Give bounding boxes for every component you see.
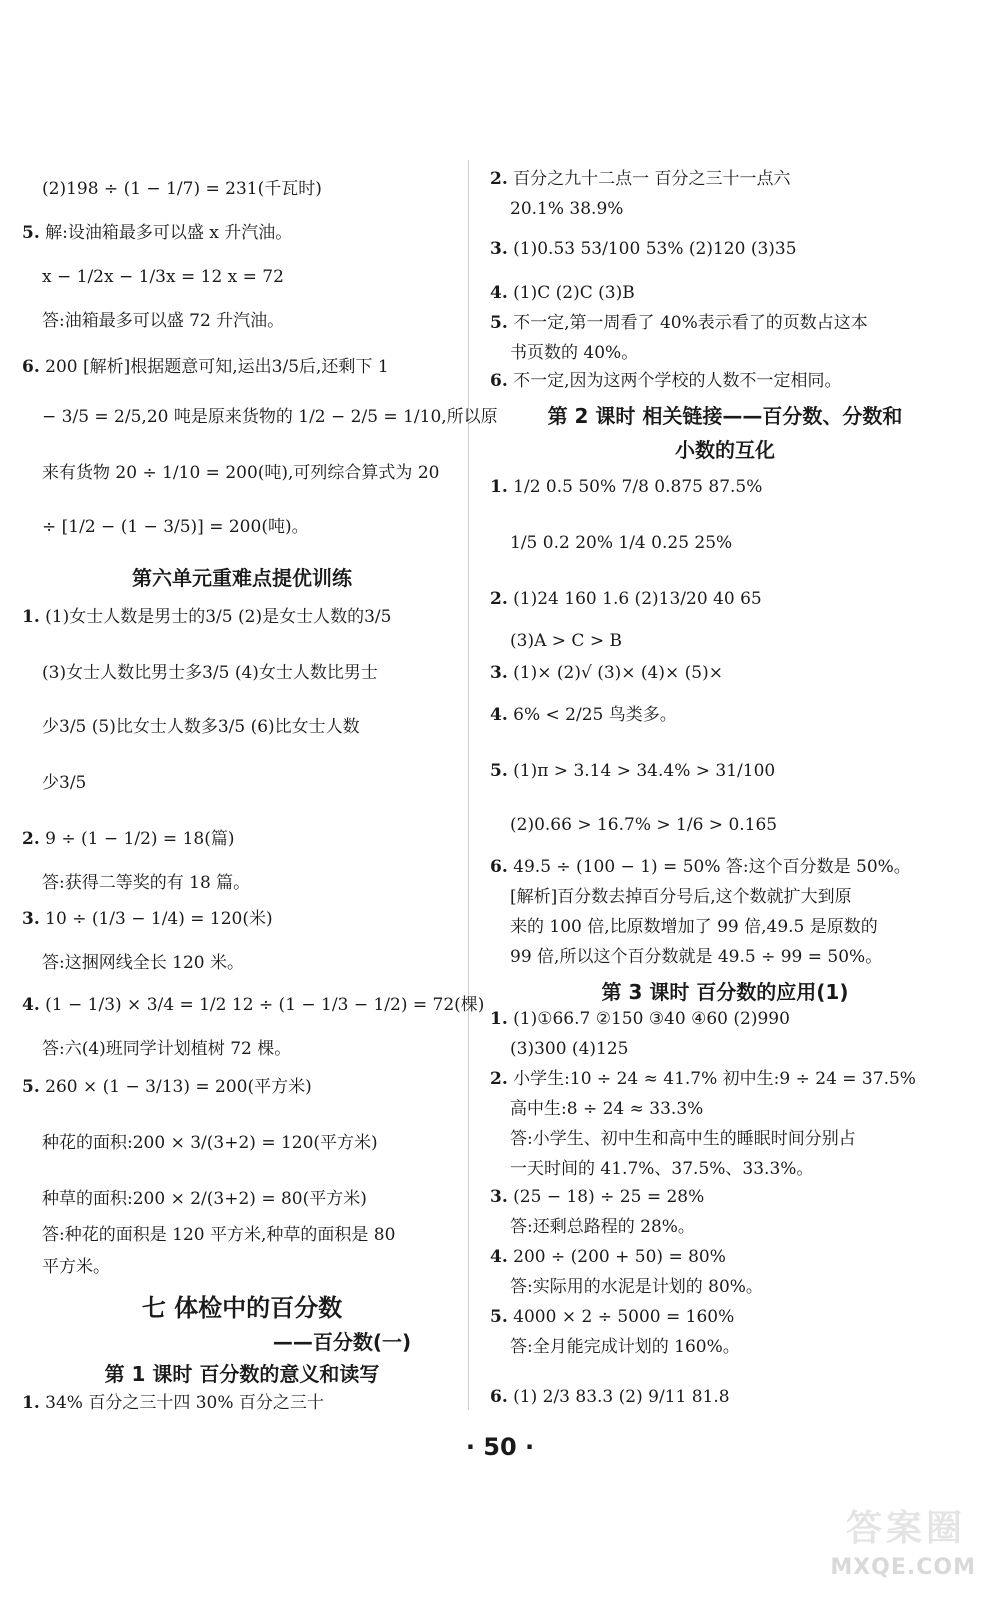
left-answer-line [42, 1038, 291, 1060]
answer-text: 平方米。 [42, 1257, 110, 1277]
answer-text: (1 − 1/3) × 3/4 = 1/2 12 ÷ (1 − 1/3 − 1/2) = 72(棵) [39, 995, 485, 1015]
answer-text: [解析]百分数去掉百分号后,这个数就扩大到原 [510, 887, 852, 907]
right-answer-line [510, 1276, 763, 1298]
left-answer-line [42, 1132, 378, 1154]
right-answer-line [490, 1246, 726, 1268]
answer-text: 34% 百分之三十四 30% 百分之三十 [39, 1393, 324, 1413]
left-section-heading: ——百分数(一) [272, 1330, 412, 1354]
left-answer-line [22, 606, 391, 628]
answer-text: 260 × (1 − 3/13) = 200(平方米) [39, 1077, 312, 1097]
left-answer-line [42, 516, 309, 538]
answer-text: 来有货物 20 ÷ 1/10 = 200(吨),可列综合算式为 20 [42, 463, 440, 483]
left-answer-line [42, 266, 284, 288]
right-answer-line [490, 704, 677, 726]
answer-text: 答:实际用的水泥是计划的 80%。 [510, 1277, 763, 1297]
question-number: 1. [22, 1393, 40, 1413]
left-section-heading: 七 体检中的百分数 [141, 1294, 343, 1322]
right-answer-line [490, 1306, 734, 1328]
right-answer-line [510, 814, 777, 836]
right-answer-line [490, 662, 723, 684]
right-answer-line [490, 856, 911, 878]
right-answer-line [510, 342, 638, 364]
question-number: 4. [490, 1247, 508, 1267]
right-answer-line [490, 760, 775, 782]
question-number: 3. [490, 1187, 508, 1207]
left-answer-line [42, 1224, 395, 1246]
answer-text: (1)24 160 1.6 (2)13/20 40 65 [507, 589, 762, 609]
question-number: 2. [490, 589, 508, 609]
question-number: 5. [22, 1077, 40, 1097]
right-answer-line [490, 1386, 730, 1408]
right-answer-line [510, 946, 882, 968]
left-answer-line [42, 178, 322, 200]
left-section-heading: 第 1 课时 百分数的意义和读写 [104, 1362, 380, 1386]
question-number: 4. [490, 705, 508, 725]
left-section-heading: 第六单元重难点提优训练 [132, 566, 352, 590]
question-number: 3. [490, 239, 508, 259]
right-answer-line [490, 370, 842, 392]
answer-text: 答:还剩总路程的 28%。 [510, 1217, 695, 1237]
left-answer-line [22, 1392, 324, 1414]
answer-text: (2)0.66 > 16.7% > 1/6 > 0.165 [510, 815, 778, 835]
question-number: 5. [490, 761, 508, 781]
right-answer-line [510, 1216, 695, 1238]
answer-text: 10 ÷ (1/3 − 1/4) = 120(米) [39, 909, 273, 929]
right-answer-line [510, 1128, 856, 1150]
question-number: 3. [490, 663, 508, 683]
right-answer-line [490, 238, 797, 260]
answer-text: (1)C (2)C (3)B [507, 283, 635, 303]
answer-text: 不一定,第一周看了 40%表示看了的页数占这本 [507, 313, 868, 333]
answer-text: 小学生:10 ÷ 24 ≈ 41.7% 初中生:9 ÷ 24 = 37.5% [507, 1069, 916, 1089]
answer-text: 答:六(4)班同学计划植树 72 棵。 [42, 1039, 292, 1059]
page-number: · 50 · [465, 1433, 535, 1461]
answer-text: x − 1/2x − 1/3x = 12 x = 72 [42, 267, 284, 287]
right-answer-line [490, 1068, 916, 1090]
question-number: 1. [490, 477, 508, 497]
right-answer-line [490, 476, 762, 498]
question-number: 5. [490, 1307, 508, 1327]
answer-text: 一天时间的 41.7%、37.5%、33.3%。 [510, 1159, 814, 1179]
left-answer-line [42, 662, 378, 684]
question-number: 6. [490, 1387, 508, 1407]
right-answer-line [510, 630, 622, 652]
left-answer-line [42, 1188, 367, 1210]
right-answer-line [510, 1336, 740, 1358]
right-answer-line [510, 198, 623, 220]
answer-text: (1) 2/3 83.3 (2) 9/11 81.8 [507, 1387, 730, 1407]
answer-text: 书页数的 40%。 [510, 343, 639, 363]
answer-text: 200 ÷ (200 + 50) = 80% [507, 1247, 726, 1267]
column-divider [468, 160, 469, 1410]
left-answer-line [42, 872, 250, 894]
question-number: 6. [490, 857, 508, 877]
question-number: 5. [22, 223, 40, 243]
answer-text: − 3/5 = 2/5,20 吨是原来货物的 1/2 − 2/5 = 1/10,所以原 [42, 407, 498, 427]
left-answer-line [22, 356, 389, 378]
answer-text: 种草的面积:200 × 2/(3+2) = 80(平方米) [42, 1189, 367, 1209]
answer-text: (3)A > C > B [510, 631, 622, 651]
answer-text: 答:获得二等奖的有 18 篇。 [42, 873, 251, 893]
answer-text: (2)198 ÷ (1 − 1/7) = 231(千瓦时) [42, 179, 322, 199]
right-answer-line [490, 168, 791, 190]
answer-text: 答:全月能完成计划的 160%。 [510, 1337, 740, 1357]
answer-text: 1/2 0.5 50% 7/8 0.875 87.5% [507, 477, 763, 497]
answer-text: 百分之九十二点一 百分之三十一点六 [507, 169, 791, 189]
left-answer-line [22, 908, 273, 930]
answer-text: (1)女士人数是男士的3/5 (2)是女士人数的3/5 [39, 607, 392, 627]
question-number: 6. [22, 357, 40, 377]
right-section-heading: 第 2 课时 相关链接——百分数、分数和 [547, 404, 903, 428]
answer-text: 答:种花的面积是 120 平方米,种草的面积是 80 [42, 1225, 396, 1245]
left-answer-line [42, 462, 439, 484]
question-number: 1. [22, 607, 40, 627]
right-answer-line [490, 312, 868, 334]
answer-text: 答:油箱最多可以盛 72 升汽油。 [42, 311, 285, 331]
right-answer-line [510, 1038, 628, 1060]
answer-text: (3)女士人数比男士多3/5 (4)女士人数比男士 [42, 663, 378, 683]
answer-text: (3)300 (4)125 [510, 1039, 629, 1059]
question-number: 4. [490, 283, 508, 303]
watermark-url: MXQE.COM [830, 1555, 976, 1580]
question-number: 2. [490, 169, 508, 189]
left-answer-line [42, 406, 498, 428]
right-section-heading: 第 3 课时 百分数的应用(1) [601, 980, 849, 1004]
right-answer-line [490, 1008, 790, 1030]
left-answer-line [22, 994, 484, 1016]
right-answer-line [490, 588, 762, 610]
question-number: 4. [22, 995, 40, 1015]
answer-text: 来的 100 倍,比原数增加了 99 倍,49.5 是原数的 [510, 917, 878, 937]
answer-text: 49.5 ÷ (100 − 1) = 50% 答:这个百分数是 50%。 [507, 857, 911, 877]
right-answer-line [490, 1186, 704, 1208]
left-answer-line [42, 952, 244, 974]
answer-text: 少3/5 (5)比女士人数多3/5 (6)比女士人数 [42, 717, 360, 737]
left-answer-line [42, 1256, 110, 1278]
right-answer-line [510, 1158, 813, 1180]
right-answer-line [510, 1098, 703, 1120]
answer-text: 种花的面积:200 × 3/(3+2) = 120(平方米) [42, 1133, 378, 1153]
answer-text: 少3/5 [42, 773, 87, 793]
answer-text: 1/5 0.2 20% 1/4 0.25 25% [510, 533, 733, 553]
watermark-text: 答案圈 [845, 1508, 966, 1549]
right-answer-line [510, 886, 852, 908]
answer-text: (1)①66.7 ②150 ③40 ④60 (2)990 [507, 1009, 790, 1029]
answer-text: 99 倍,所以这个百分数就是 49.5 ÷ 99 = 50%。 [510, 947, 883, 967]
question-number: 5. [490, 313, 508, 333]
question-number: 6. [490, 371, 508, 391]
answer-text: 20.1% 38.9% [510, 199, 624, 219]
question-number: 2. [22, 829, 40, 849]
right-answer-line [510, 916, 878, 938]
left-answer-line [22, 828, 234, 850]
question-number: 1. [490, 1009, 508, 1029]
right-answer-line [510, 532, 732, 554]
left-answer-line [42, 716, 360, 738]
answer-text: (1)× (2)√ (3)× (4)× (5)× [507, 663, 723, 683]
answer-text: (25 − 18) ÷ 25 = 28% [507, 1187, 705, 1207]
answer-text: (1)0.53 53/100 53% (2)120 (3)35 [507, 239, 797, 259]
answer-text: ÷ [1/2 − (1 − 3/5)] = 200(吨)。 [42, 517, 309, 537]
left-answer-line [42, 772, 86, 794]
answer-text: 不一定,因为这两个学校的人数不一定相同。 [507, 371, 842, 391]
question-number: 2. [490, 1069, 508, 1089]
answer-text: 高中生:8 ÷ 24 ≈ 33.3% [510, 1099, 704, 1119]
question-number: 3. [22, 909, 40, 929]
left-answer-line [22, 1076, 312, 1098]
answer-text: 6% < 2/25 鸟类多。 [507, 705, 677, 725]
answer-text: 解:设油箱最多可以盛 x 升汽油。 [39, 223, 293, 243]
watermark-logo [806, 1500, 976, 1580]
right-answer-line [490, 282, 635, 304]
left-answer-line [42, 310, 284, 332]
answer-text: 4000 × 2 ÷ 5000 = 160% [507, 1307, 735, 1327]
right-section-heading: 小数的互化 [675, 438, 775, 462]
left-answer-line [22, 222, 292, 244]
answer-text: 9 ÷ (1 − 1/2) = 18(篇) [39, 829, 235, 849]
answer-text: 答:这捆网线全长 120 米。 [42, 953, 244, 973]
answer-text: 答:小学生、初中生和高中生的睡眠时间分别占 [510, 1129, 856, 1149]
answer-text: (1)π > 3.14 > 34.4% > 31/100 [507, 761, 776, 781]
answer-text: 200 [解析]根据题意可知,运出3/5后,还剩下 1 [39, 357, 389, 377]
